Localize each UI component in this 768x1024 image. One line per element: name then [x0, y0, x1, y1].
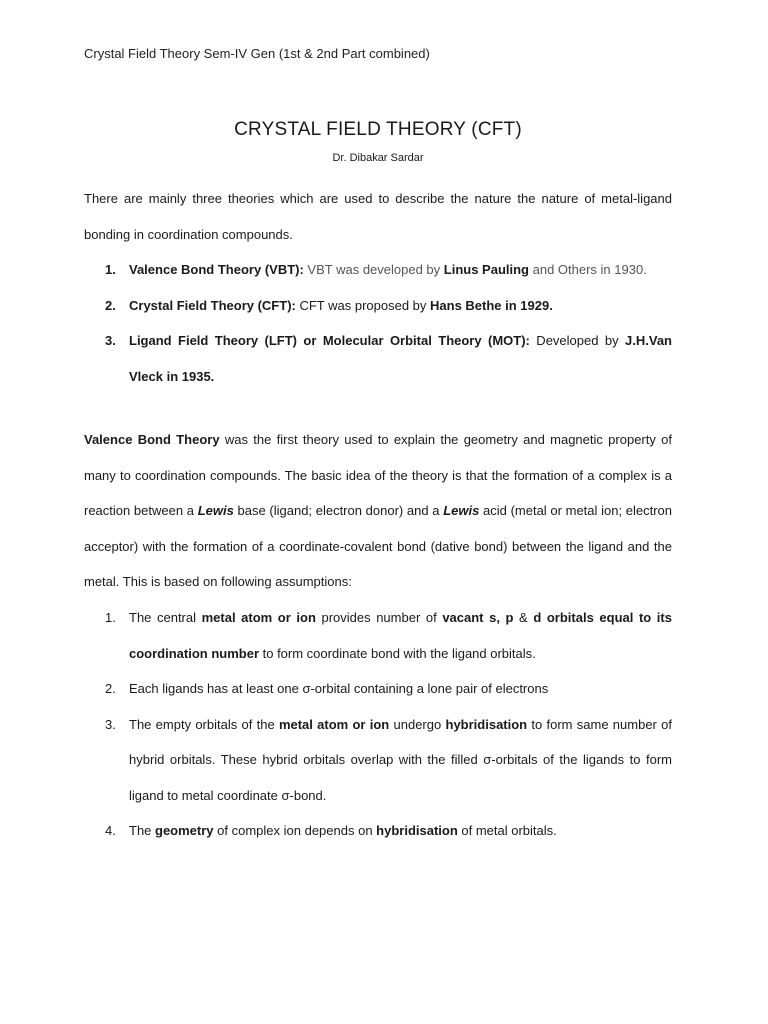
vbt-paragraph — [84, 422, 672, 600]
item-text: undergo — [389, 716, 446, 732]
paragraph-text: was the first theory used to explain the geometry and magnetic property of many to coordination compounds. The basic idea of the theory is that the formation of a complex is a reaction between a — [84, 432, 672, 518]
list-item-number: 4. — [105, 823, 116, 838]
theory-person: Hans Bethe in 1929. — [430, 297, 553, 313]
document-author: Dr. Dibakar Sardar — [332, 152, 424, 164]
list-item — [84, 813, 672, 849]
intro-paragraph: There are mainly three theories which are used to describe the nature the nature of metal-ligand bonding in coordination compounds. — [84, 191, 672, 242]
item-bold: metal atom or ion — [201, 610, 316, 625]
item-text: to form coordinate bond with the ligand orbitals. — [259, 645, 536, 661]
theory-term: Ligand Field Theory (LFT) or Molecular Orbital Theory (MOT): — [129, 333, 530, 348]
list-item — [84, 707, 672, 814]
paragraph-text: base (ligand; electron donor) and a — [233, 503, 444, 518]
document-title: CRYSTAL FIELD THEORY (CFT) — [234, 119, 522, 140]
item-text: The central — [129, 610, 202, 625]
item-bold: vacant s, p — [442, 610, 514, 625]
item-bold: hybridisation — [376, 823, 458, 838]
list-item-number: 3. — [105, 716, 116, 732]
lewis-term: Lewis — [443, 503, 480, 518]
theory-text: Developed by — [529, 333, 626, 348]
lewis-term: Lewis — [197, 503, 234, 518]
item-text: The — [129, 823, 156, 838]
item-bold: d orbitals equal to its coordination number — [129, 610, 672, 661]
item-text: & — [513, 610, 534, 625]
item-bold: metal atom or ion — [278, 716, 390, 732]
item-text: of complex ion depends on — [213, 823, 377, 838]
item-bold: geometry — [155, 823, 214, 838]
list-item — [84, 288, 672, 324]
list-item — [84, 252, 672, 288]
list-item-number: 2. — [105, 681, 116, 696]
assumptions-list — [84, 600, 672, 849]
theory-term: Valence Bond Theory (VBT): — [129, 262, 304, 277]
paragraph-text: acid (metal or metal ion; electron acceptor) with the formation of a coordinate-covalent bond (dative bond) between the ligand and the metal. This is based on following assumptions: — [84, 503, 672, 589]
list-item — [84, 671, 672, 707]
theory-person: Linus Pauling — [443, 262, 529, 277]
item-text: of metal orbitals. — [457, 823, 557, 838]
list-item — [84, 600, 672, 671]
item-text: The empty orbitals of the — [129, 716, 279, 732]
list-item-number: 3. — [105, 333, 116, 348]
page-header: Crystal Field Theory Sem-IV Gen (1st & 2nd Part combined) — [84, 46, 430, 61]
list-item-number: 2. — [105, 297, 116, 313]
item-text: Each ligands has at least one σ-orbital containing a lone pair of electrons — [129, 681, 549, 696]
item-bold: hybridisation — [445, 716, 528, 732]
vbt-lead: Valence Bond Theory — [84, 432, 220, 447]
theory-person: J.H.Van Vleck in 1935. — [129, 333, 672, 384]
list-item-number: 1. — [105, 610, 116, 625]
theory-text: CFT was proposed by — [295, 297, 431, 313]
theories-list — [84, 252, 672, 394]
list-item — [84, 323, 672, 394]
item-text: to form same number of hybrid orbitals. These hybrid orbitals overlap with the filled σ-orbitals of the ligands to form ligand to metal coordinate σ-bond. — [129, 716, 672, 803]
item-text: provides number of — [315, 610, 443, 625]
theory-text: VBT was developed by — [303, 262, 444, 277]
theory-text: and Others in 1930. — [529, 262, 647, 277]
list-item-number: 1. — [105, 262, 116, 277]
theory-term: Crystal Field Theory (CFT): — [129, 297, 296, 313]
